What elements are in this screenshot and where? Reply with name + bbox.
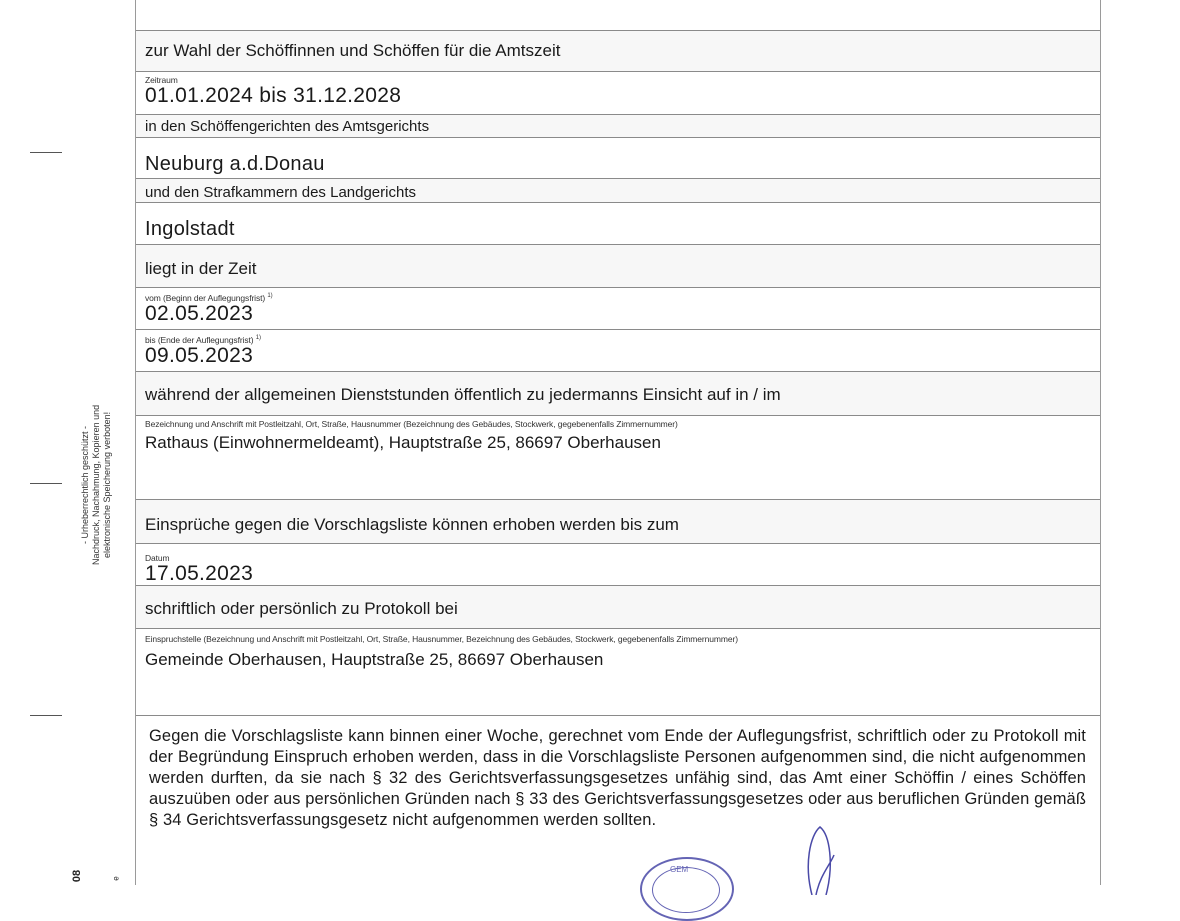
end-date-field[interactable] [136,330,1100,372]
start-date-label-text: vom (Beginn der Auflegungsfrist) [145,292,266,303]
amtsgericht-label: in den Schöffengerichten des Amtsgerichts [145,118,430,135]
objection-date-label: Datum [145,553,170,563]
form-code-suffix: e [111,876,121,881]
start-date-field[interactable] [136,288,1100,330]
form-code: 08 [71,869,84,883]
objection-office-label: Einspruchstelle (Bezeichnung und Anschrift mit Postleitzahl, Ort, Straße, Hausnummer, Bezeichnung des Gebäudes, Stockwerk, gegebenenfalls Zimmernummer) [145,634,738,644]
period-value: 01.01.2024 bis 31.12.2028 [145,84,402,107]
start-date-value: 02.05.2023 [145,301,254,325]
form-frame [135,0,1101,885]
office-hours-row [136,372,1100,416]
landgericht-label: und den Strafkammern des Landgerichts [145,184,416,201]
footnote-marker: 1) [267,293,273,299]
objection-row [136,500,1100,544]
location-field[interactable] [136,416,1100,500]
end-date-label-text: bis (Ende der Auflegungsfrist) [145,334,254,345]
election-row [136,31,1100,72]
office-hours-text: während der allgemeinen Dienststunden öffentlich zu jedermanns Einsicht auf in / im [145,385,781,404]
objection-text: Einsprüche gegen die Vorschlagsliste können erhoben werden bis zum [145,515,679,534]
legal-paragraph: Gegen die Vorschlagsliste kann binnen einer Woche, gerechnet vom Ende der Auflegungsfrist, schriftlich oder zu Protokoll mit der Begründung Einspruch erhoben werden, dass in die Vorschlagsliste Personen aufgenommen sind, die nicht aufgenommen werden durften, da sie nach § 32 des Gerichtsverfassungsgesetzes unfähig sind, das Amt einer Schöffin / eines Schöffen auszuüben oder aus persönlichen Gründen nach § 33 des Gerichtsverfassungsgesetzes oder aus beruflichen Gründen gemäß § 34 Gerichtsverfassungsgesetz nicht aufgenommen werden sollten. [149,727,1086,829]
objection-date-field[interactable] [136,544,1100,586]
blank-top-row [136,0,1100,31]
copyright-line: - Urheberrechtlich geschützt - [80,425,90,545]
landgericht-field[interactable] [136,203,1100,245]
stamp-text: GEM [670,865,689,874]
objection-office-value: Gemeinde Oberhausen, Hauptstraße 25, 86697 Oberhausen [145,650,604,669]
period-label: Zeitraum [145,75,178,85]
fold-mark [30,715,62,716]
period-intro-row [136,245,1100,288]
start-date-label [145,288,1100,303]
objection-date-value: 17.05.2023 [145,562,254,585]
copyright-notice [80,385,110,585]
amtsgericht-field[interactable] [136,138,1100,179]
location-value: Rathaus (Einwohnermeldeamt), Hauptstraße 25, 86697 Oberhausen [145,433,661,452]
location-label: Bezeichnung und Anschrift mit Postleitzahl, Ort, Straße, Hausnummer (Bezeichnung des Gebäudes, Stockwerk, gegebenenfalls Zimmernummer) [145,419,678,429]
copyright-line: elektronische Speicherung verboten! [102,411,112,559]
landgericht-label-row [136,179,1100,203]
objection-method-text: schriftlich oder persönlich zu Protokoll bei [145,599,458,618]
period-intro-text: liegt in der Zeit [145,259,257,278]
copyright-line: Nachdruck, Nachahmung, Kopieren und [91,404,101,566]
official-stamp [640,857,734,921]
amtsgericht-label-row [136,115,1100,138]
end-date-label [145,330,1100,345]
objection-office-field[interactable] [136,629,1100,716]
amtsgericht-value: Neuburg a.d.Donau [145,153,325,175]
footnote-marker: 1) [255,335,261,341]
end-date-value: 09.05.2023 [145,343,254,367]
election-text: zur Wahl der Schöffinnen und Schöffen für die Amtszeit [145,41,561,60]
landgericht-value: Ingolstadt [145,218,235,240]
period-field[interactable] [136,72,1100,115]
punch-mark [30,483,62,484]
legal-notice-row [136,716,1100,885]
fold-mark [30,152,62,153]
objection-method-row [136,586,1100,629]
